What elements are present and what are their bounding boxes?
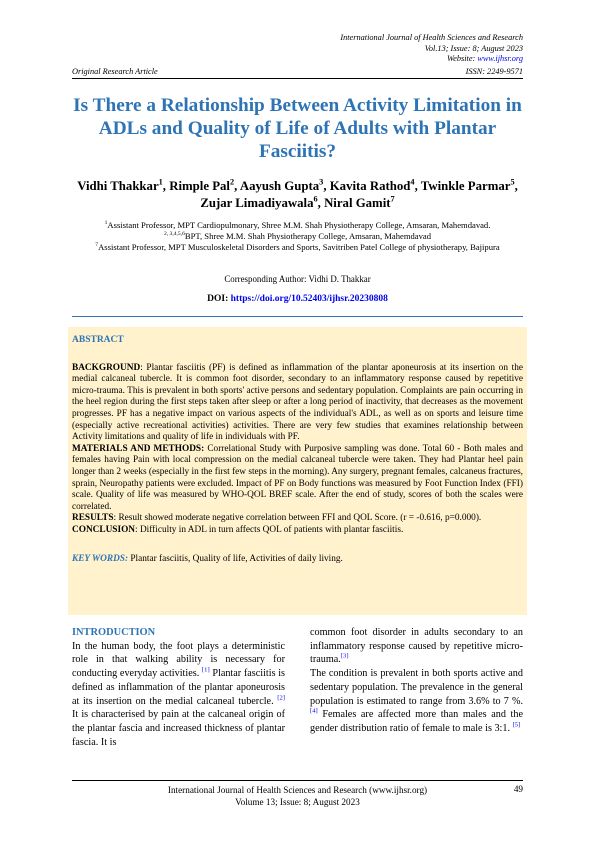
author-affiliation-marker: 5 [510, 177, 515, 187]
author-affiliation-marker: 4 [410, 177, 415, 187]
keywords [72, 554, 523, 566]
footer [72, 784, 523, 808]
article-type: Original Research Article [72, 67, 158, 76]
author-name: Vidhi Thakkar [77, 179, 159, 193]
footer-volume: Volume 13; Issue: 8; August 2023 [235, 797, 360, 807]
keywords-text: Plantar fasciitis, Quality of life, Activities of daily living. [128, 553, 343, 564]
methods-text: Correlational Study with Purposive sampling was done. Total 60 - Both males and females having Pain with local compression on the medial calcaneal tubercle were taken. They had Plantar heel pain longer than 2 weeks (especially in the first few steps in the morning). Any surgery, pregnant females, calcaneus fractures, sprain, Neuropathy patients were excluded. Impact of PF on Body functions was measured by Foot Function Index (FFI) scale. Quality of life was measured by WHO-QOL BREF scale. After the end of study, scores of both the scales were correlated. [72, 443, 524, 512]
author-affiliation-marker: 2 [229, 177, 235, 187]
paper-title: Is There a Relationship Between Activity Limitation in ADLs and Quality of Life of Adults with Plantar Fasciitis? [73, 95, 522, 162]
keywords-label: KEY WORDS: [72, 553, 129, 564]
website-link[interactable]: www.ijhsr.org [477, 54, 523, 64]
affiliation-text: Assistant Professor, MPT Musculoskeletal Disorders and Sports, Savitriben Patel College of physiotherapy, Bajipura [98, 242, 500, 252]
results-label: RESULTS [72, 513, 114, 524]
author-list: Vidhi Thakkar$^1$, Rimple Pal$^2$, Aayush Gupta$^3$, Kavita Rathod$^4$, Twinkle Parmar$^5$, Zujar Limadiyawala$^6$, Niral Gamit$^7$ [77, 177, 518, 210]
reference-link-1[interactable]: [1] [201, 666, 210, 674]
doi-link[interactable]: https://doi.org/10.52403/ijhsr.20230808 [230, 294, 388, 304]
abstract-methods-section [72, 444, 523, 514]
intro-text: The condition is prevalent in both sports active and sedentary population. The prevalence in the general population is estimated to range from 3.6% to 7 %. [310, 668, 523, 707]
corresponding-author: Corresponding Author: Vidhi D. Thakkar [224, 274, 371, 284]
affiliation-text: Assistant Professor, MPT Cardiopulmonary, Shree M.M. Shah Physiotherapy College, Amsaran, Mahemdavad. [107, 220, 491, 230]
header-divider [72, 78, 523, 79]
author-name: Zujar Limadiyawala [200, 196, 314, 210]
affiliation-line [72, 231, 523, 242]
journal-header [340, 33, 523, 65]
journal-name: International Journal of Health Sciences and Research [340, 33, 523, 42]
reference-link-4[interactable]: [4] [310, 707, 318, 715]
abstract-results-section [72, 513, 523, 525]
author-name: Twinkle Parmar [420, 179, 511, 193]
author-affiliation-marker: 1 [158, 177, 163, 187]
affiliation-line [72, 242, 523, 253]
intro-paragraph-2 [310, 667, 523, 736]
reference-link-2[interactable]: [2] [277, 694, 285, 702]
abstract-divider [72, 316, 523, 317]
abstract-background-section [72, 363, 523, 444]
volume-issue: Vol.13; Issue: 8; August 2023 [424, 43, 523, 53]
doi-label: DOI: [207, 294, 229, 304]
abstract [72, 335, 523, 565]
affiliation-marker: 7 [95, 242, 99, 249]
conclusion-text: : Difficulty in ADL in turn affects QOL of patients with plantar fasciitis. [135, 524, 404, 535]
page-number: 49 [513, 784, 523, 794]
intro-text: common foot disorder in adults secondary to an inflammatory response caused by repetitive micro-trauma. [310, 627, 523, 666]
abstract-conclusion-section [72, 525, 523, 537]
intro-column-left [72, 626, 285, 749]
background-label: BACKGROUND [72, 362, 141, 373]
author-affiliation-marker: 3 [319, 177, 324, 187]
website-line [340, 54, 523, 65]
doi-line [72, 294, 523, 304]
author-affiliation-marker: 6 [313, 194, 318, 204]
intro-text: In the human body, the foot plays a deterministic role in that walking ability is necessary for conducting everyday activities. [72, 640, 285, 680]
introduction-heading: INTRODUCTION [72, 627, 156, 638]
footer-journal: International Journal of Health Sciences and Research (www.ijhsr.org) [167, 785, 428, 795]
affiliation-line [72, 220, 523, 231]
intro-text: Plantar fasciitis is defined as inflammation of the plantar aponeurosis at its insertion on the medial calcaneal tubercle. [72, 668, 285, 707]
affiliation-marker: 1 [104, 220, 108, 227]
affiliations [72, 220, 523, 253]
author-affiliation-marker: 7 [390, 194, 395, 204]
methods-label: MATERIALS AND METHODS: [72, 443, 205, 454]
author-name: Rimple Pal [169, 179, 230, 193]
issn: ISSN: 2249-9571 [465, 67, 523, 76]
background-text: : Plantar fasciitis (PF) is defined as inflammation of the plantar aponeurosis at its insertion on the medial calcaneal tubercle. It is common foot disorder, secondary to an inflammatory response caused by repetitive micro-trauma. This is prevalent in both sports' active persons and sedentary population. Complaints are pain occurring in the heel region during the first steps taken after sleep or after a long period of inactivity, that decreases as the movement progresses. PF has a negative impact on various aspects of the individual's ADL, as well as on sports and leisure time (especially active recreational activities) activities. There are very few studies that examines relationship between Activity limitations and quality of life in individuals with PF. [72, 362, 523, 443]
author-name: Aayush Gupta [239, 179, 320, 193]
intro-text: It is characterised by pain at the calcaneal origin of the plantar fascia and increased thickness of plantar fascia. It is [72, 709, 285, 748]
intro-text: Females are affected more than males and the gender distribution ratio of female to male is 3:1. [310, 709, 523, 734]
intro-paragraph-1a [72, 640, 285, 750]
conclusion-label: CONCLUSION [72, 524, 136, 535]
results-text: : Result showed moderate negative correlation between FFI and QOL Score. (r = -0.616, p=0.000). [113, 513, 482, 524]
reference-link-3[interactable]: [3] [340, 653, 349, 661]
footer-divider [72, 780, 523, 781]
reference-link-5[interactable]: [5] [512, 721, 521, 729]
intro-paragraph-1b [310, 626, 523, 667]
affiliation-marker: 2, 3,4,5,6 [163, 231, 185, 238]
author-name: Niral Gamit [324, 196, 391, 210]
intro-column-right [310, 626, 523, 736]
affiliation-text: BPT, Shree M.M. Shah Physiotherapy College, Amsaran, Mahemdavad [184, 231, 432, 241]
abstract-heading: ABSTRACT [72, 335, 124, 345]
author-name: Kavita Rathod [329, 179, 411, 193]
website-label: Website: [447, 54, 476, 64]
